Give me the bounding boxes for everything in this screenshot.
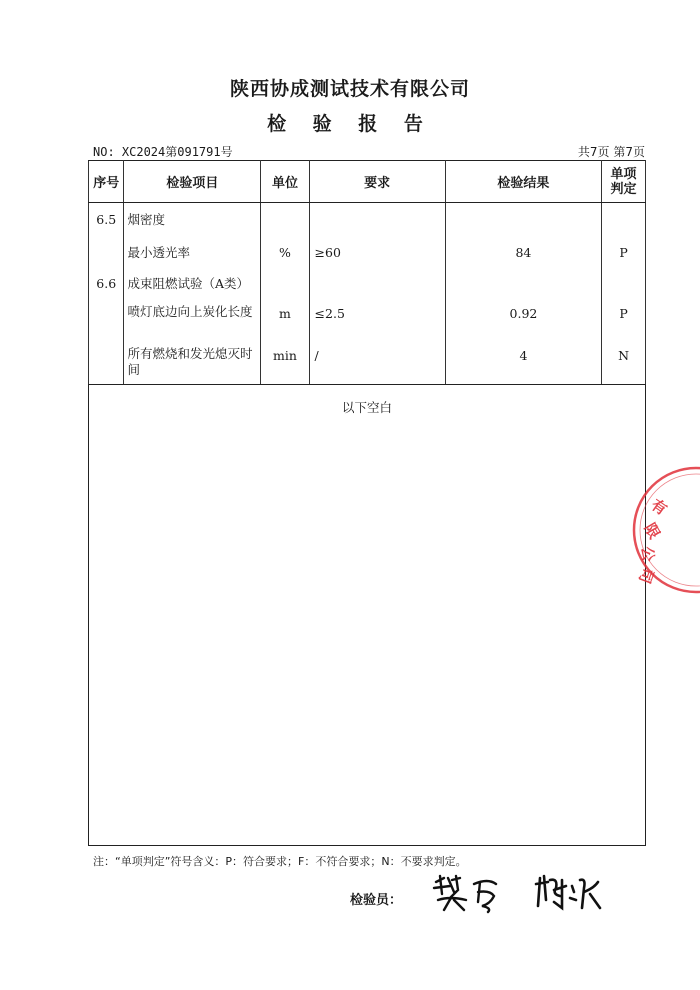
row-item: 烟密度 bbox=[124, 203, 261, 236]
blank-below-note: 以下空白 bbox=[341, 400, 392, 415]
report-title: 检 验 报 告 bbox=[267, 113, 433, 135]
row-seq bbox=[89, 300, 124, 342]
header-seq: 序号 bbox=[89, 161, 124, 203]
row-unit: min bbox=[261, 342, 309, 385]
table-row bbox=[89, 342, 646, 385]
row-seq: 6.5 bbox=[89, 203, 124, 236]
inspector-label: 检验员： bbox=[350, 893, 403, 908]
footer-note: 注：“单项判定”符号含义：P：符合要求；F：不符合要求；N：不要求判定。 bbox=[93, 855, 467, 868]
row-judgement: P bbox=[602, 236, 646, 272]
row-item: 所有燃烧和发光熄灭时间 bbox=[124, 342, 261, 385]
header-requirement: 要求 bbox=[309, 161, 445, 203]
row-seq: 6.6 bbox=[89, 272, 124, 300]
row-requirement: / bbox=[309, 342, 445, 385]
row-unit: % bbox=[261, 236, 309, 272]
row-seq bbox=[89, 236, 124, 272]
row-result bbox=[445, 272, 601, 300]
header-judgement-line1: 单项 bbox=[610, 166, 637, 182]
header-judgement bbox=[602, 161, 646, 203]
header-result: 检验结果 bbox=[445, 161, 601, 203]
inspector-signature-2 bbox=[532, 872, 612, 914]
svg-text:司: 司 bbox=[635, 565, 658, 586]
table-row bbox=[89, 236, 646, 272]
row-judgement: P bbox=[602, 300, 646, 342]
row-result: 0.92 bbox=[445, 300, 601, 342]
header-unit: 单位 bbox=[261, 161, 309, 203]
row-item: 喷灯底边向上炭化长度 bbox=[124, 300, 261, 342]
row-requirement bbox=[309, 203, 445, 236]
svg-text:限: 限 bbox=[640, 520, 664, 543]
row-requirement bbox=[309, 272, 445, 300]
svg-text:有: 有 bbox=[647, 495, 671, 519]
company-seal bbox=[610, 465, 700, 595]
company-name: 陕西协成测试技术有限公司 bbox=[229, 78, 470, 100]
row-unit bbox=[261, 203, 309, 236]
row-item: 最小透光率 bbox=[124, 236, 261, 272]
row-requirement: ≤2.5 bbox=[309, 300, 445, 342]
row-item: 成束阻燃试验（A类） bbox=[124, 272, 261, 300]
inspector-signature-1 bbox=[430, 872, 510, 914]
row-unit: m bbox=[261, 300, 309, 342]
svg-text:公: 公 bbox=[638, 545, 658, 563]
table-row bbox=[89, 272, 646, 300]
report-number: NO: XC2024第091791号 bbox=[93, 145, 233, 159]
row-seq bbox=[89, 342, 124, 385]
header-item: 检验项目 bbox=[124, 161, 261, 203]
row-result bbox=[445, 203, 601, 236]
row-unit bbox=[261, 272, 309, 300]
row-result: 84 bbox=[445, 236, 601, 272]
table-header-row bbox=[89, 161, 646, 203]
row-judgement bbox=[602, 272, 646, 300]
header-judgement-line2: 判定 bbox=[610, 181, 637, 197]
page-count: 共7页 第7页 bbox=[577, 145, 645, 159]
table-row bbox=[89, 203, 646, 236]
row-requirement: ≥60 bbox=[309, 236, 445, 272]
row-result: 4 bbox=[445, 342, 601, 385]
row-judgement bbox=[602, 203, 646, 236]
row-judgement: N bbox=[602, 342, 646, 385]
results-table bbox=[88, 160, 646, 385]
table-row bbox=[89, 300, 646, 342]
